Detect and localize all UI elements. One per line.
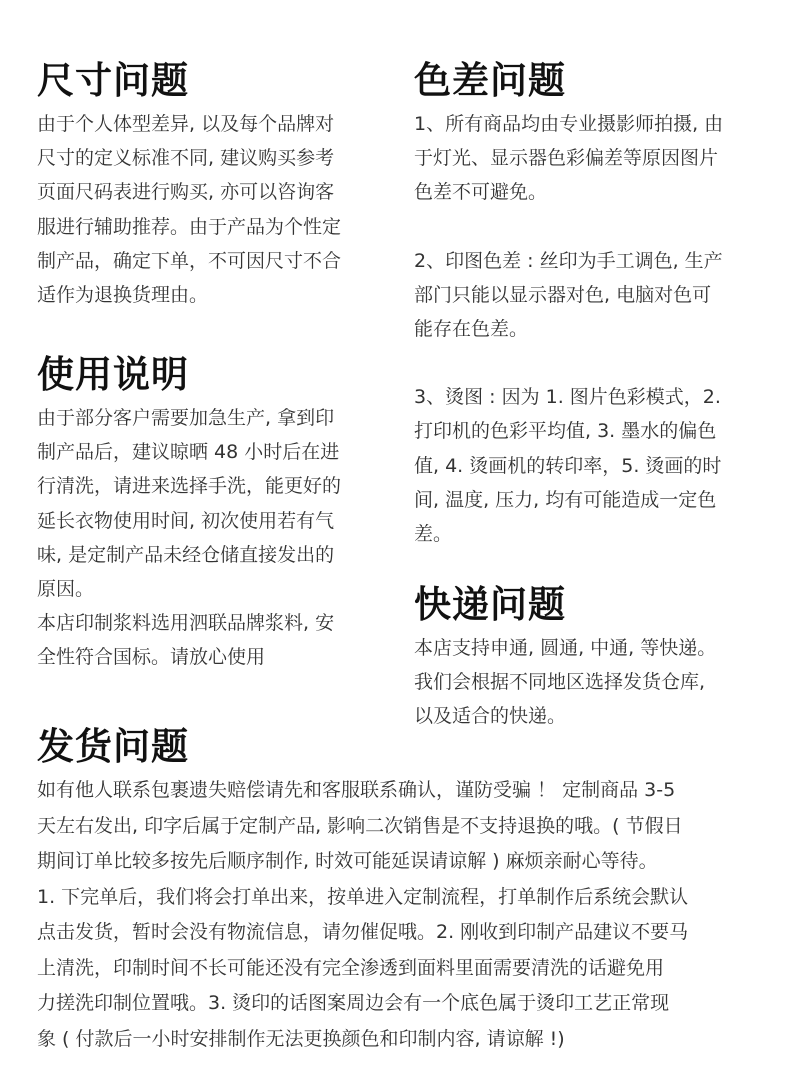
size-body: 由于个人体型差异, 以及每个品牌对 尺寸的定义标准不同, 建议购买参考 页面尺码表进行购买, 亦可以咨询客 服进行辅助推荐。由于产品为个性定 制产品，确定下单，不可因尺寸不合 适作为退换货理由。 [37, 113, 342, 307]
size-section [37, 59, 389, 312]
delivery-section [37, 725, 759, 1057]
size-heading: 尺寸问题 [37, 59, 189, 102]
delivery-paragraph-2: 1. 下完单后，我们将会打单出来，按单进入定制流程，打单制作后系统会默认 点击发货，暂时会没有物流信息，请勿催促哦。2. 刚收到印制产品建议不要马 上清洗，印制时间不长可能还没有完全渗透到面料里面需要清洗的话避免用 力搓洗印制位置哦。3. 烫印的话图案周边会有一个底色属于烫印工艺正常现 象 ( 付款后一小时安排制作无法更换颜色和印制内容, 请谅解 !) [37, 885, 689, 1050]
delivery-heading: 发货问题 [37, 725, 189, 768]
color-difference-heading: 色差问题 [414, 59, 566, 102]
usage-paragraph-2: 本店印制浆料选用泗联品牌浆料, 安 全性符合国标。请放心使用 [37, 612, 335, 669]
shipping-section [414, 583, 766, 734]
color-difference-point-2: 2、印图色差 : 丝印为手工调色, 生产 部门只能以显示器对色, 电脑对色可 能存在色差。 [414, 249, 723, 341]
color-difference-point-3: 3、烫图 : 因为 1. 图片色彩模式，2. 打印机的色彩平均值, 3. 墨水的偏色 值, 4. 烫画机的转印率，5. 烫画的时 间, 温度, 压力, 均有可能造成一定色 差。 [414, 386, 722, 546]
usage-heading: 使用说明 [37, 353, 189, 396]
spacer [414, 210, 766, 244]
usage-paragraph-1: 由于部分客户需要加急生产, 拿到印 制产品后，建议晾晒 48 小时后在进 行清洗，请进来选择手洗，能更好的 延长衣物使用时间, 初次使用若有气 味, 是定制产品未经仓储直接发出的 原因。 [37, 407, 342, 601]
shipping-body: 本店支持申通, 圆通, 中通, 等快递。 我们会根据不同地区选择发货仓库, 以及适合的快递。 [414, 637, 717, 728]
spacer [414, 346, 766, 380]
color-difference-point-1: 1、所有商品均由专业摄影师拍摄, 由 于灯光、显示器色彩偏差等原因图片 色差不可避免。 [414, 113, 724, 204]
usage-section [37, 353, 389, 675]
shipping-heading: 快递问题 [414, 583, 566, 626]
delivery-paragraph-1: 如有他人联系包裹遗失赔偿请先和客服联系确认，谨防受骗 ！ 定制商品 3-5 天左右发出, 印字后属于定制产品, 影响二次销售是不支持退换的哦。( 节假日 期间订单比较多按先后顺序制作, 时效可能延误请谅解 ) 麻烦亲耐心等待。 [37, 779, 683, 872]
color-difference-section [414, 59, 766, 551]
